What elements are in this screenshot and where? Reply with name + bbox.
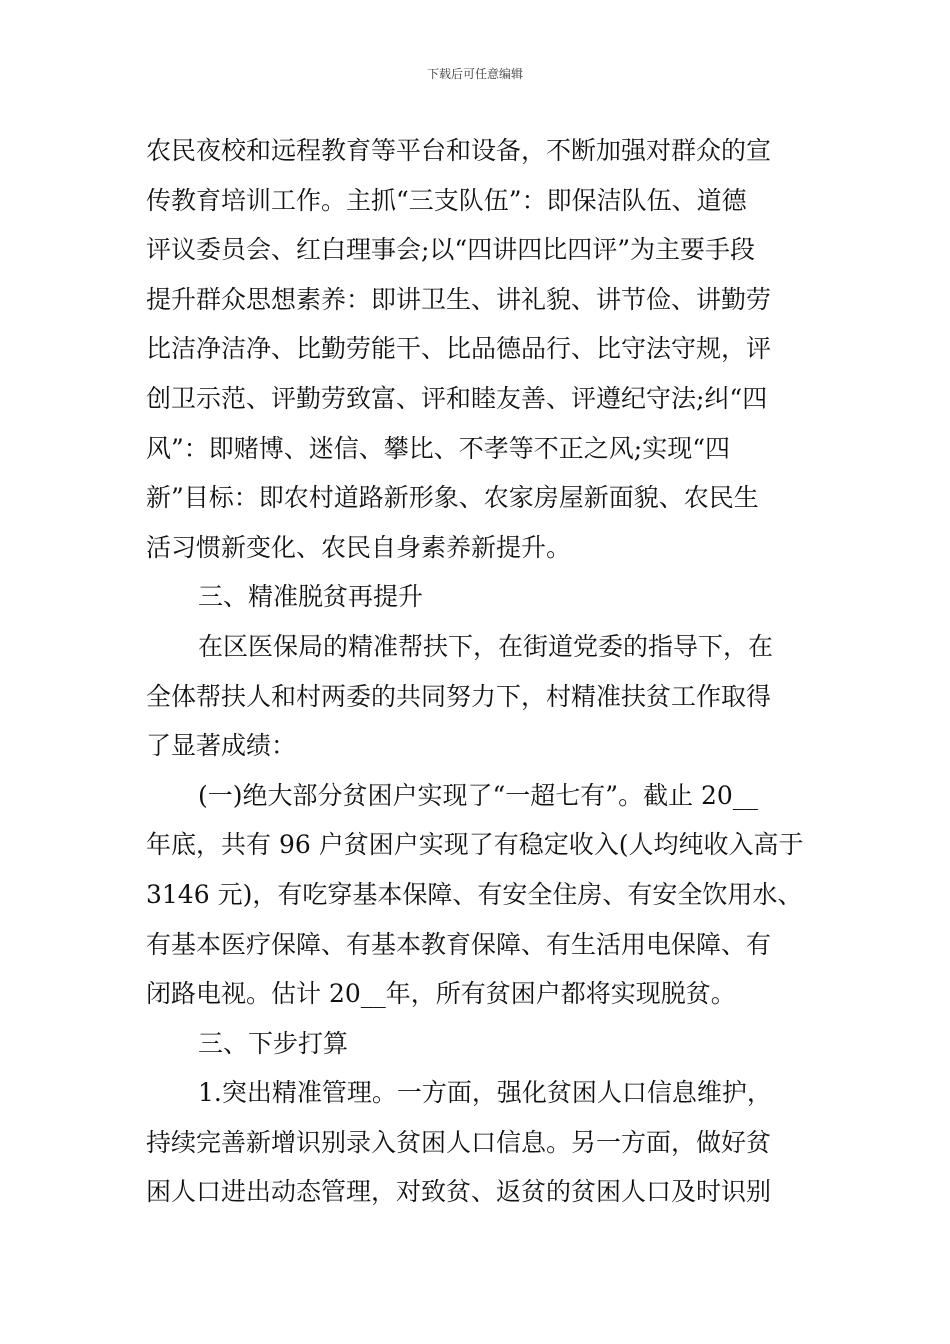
text-line: 1.突出精准管理。一方面，强化贫困人口信息维护， <box>198 1078 772 1108</box>
text-line: 传教育培训工作。主抓“三支队伍”：即保洁队伍、道德 <box>146 185 747 215</box>
header-note: 下载后可任意编辑 <box>426 67 523 81</box>
text-line: 年底，共有 96 户贫困户实现了有稳定收入(人均纯收入高于 <box>146 830 804 860</box>
text-line: 在区医保局的精准帮扶下，在街道党委的指导下，在 <box>198 631 774 661</box>
text-line: 风”：即赌博、迷信、攀比、不孝等不正之风;实现“四 <box>146 433 730 463</box>
text-line: 持续完善新增识别录入贫困人口信息。另一方面，做好贫 <box>146 1127 772 1157</box>
text-line: 评议委员会、红白理事会;以“四讲四比四评”为主要手段 <box>146 235 755 265</box>
text-line: 3146 元)，有吃穿基本保障、有安全住房、有安全饮用水、 <box>146 879 803 909</box>
text-line: 有基本医疗保障、有基本教育保障、有生活用电保障、有 <box>146 929 772 959</box>
text-line: 提升群众思想素养：即讲卫生、讲礼貌、讲节俭、讲勤劳 <box>146 284 772 314</box>
text-line: 创卫示范、评勤劳致富、评和睦友善、评遵纪守法;纠“四 <box>146 383 768 413</box>
text-line: 活习惯新变化、农民自身素养新提升。 <box>146 532 572 562</box>
text-line: 比洁净洁净、比勤劳能干、比品德品行、比守法守规，评 <box>146 334 772 364</box>
text-line: 困人口进出动态管理，对致贫、返贫的贫困人口及时识别 <box>146 1177 772 1207</box>
text-line: 新”目标：即农村道路新形象、农家房屋新面貌、农民生 <box>146 483 759 513</box>
text-line: 三、下步打算 <box>198 1028 349 1058</box>
document-body <box>146 126 810 1217</box>
text-line: 三、精准脱贫再提升 <box>198 582 424 612</box>
text-line: 农民夜校和远程教育等平台和设备，不断加强对群众的宣 <box>146 136 772 165</box>
text-line: (一)绝大部分贫困户实现了“一超七有”。截止 20__ <box>198 780 758 810</box>
text-line: 闭路电视。估计 20__年，所有贫困户都将实现脱贫。 <box>146 979 736 1009</box>
text-line: 全体帮扶人和村两委的共同努力下，村精准扶贫工作取得 <box>146 681 772 711</box>
text-line: 了显著成绩： <box>146 731 297 761</box>
